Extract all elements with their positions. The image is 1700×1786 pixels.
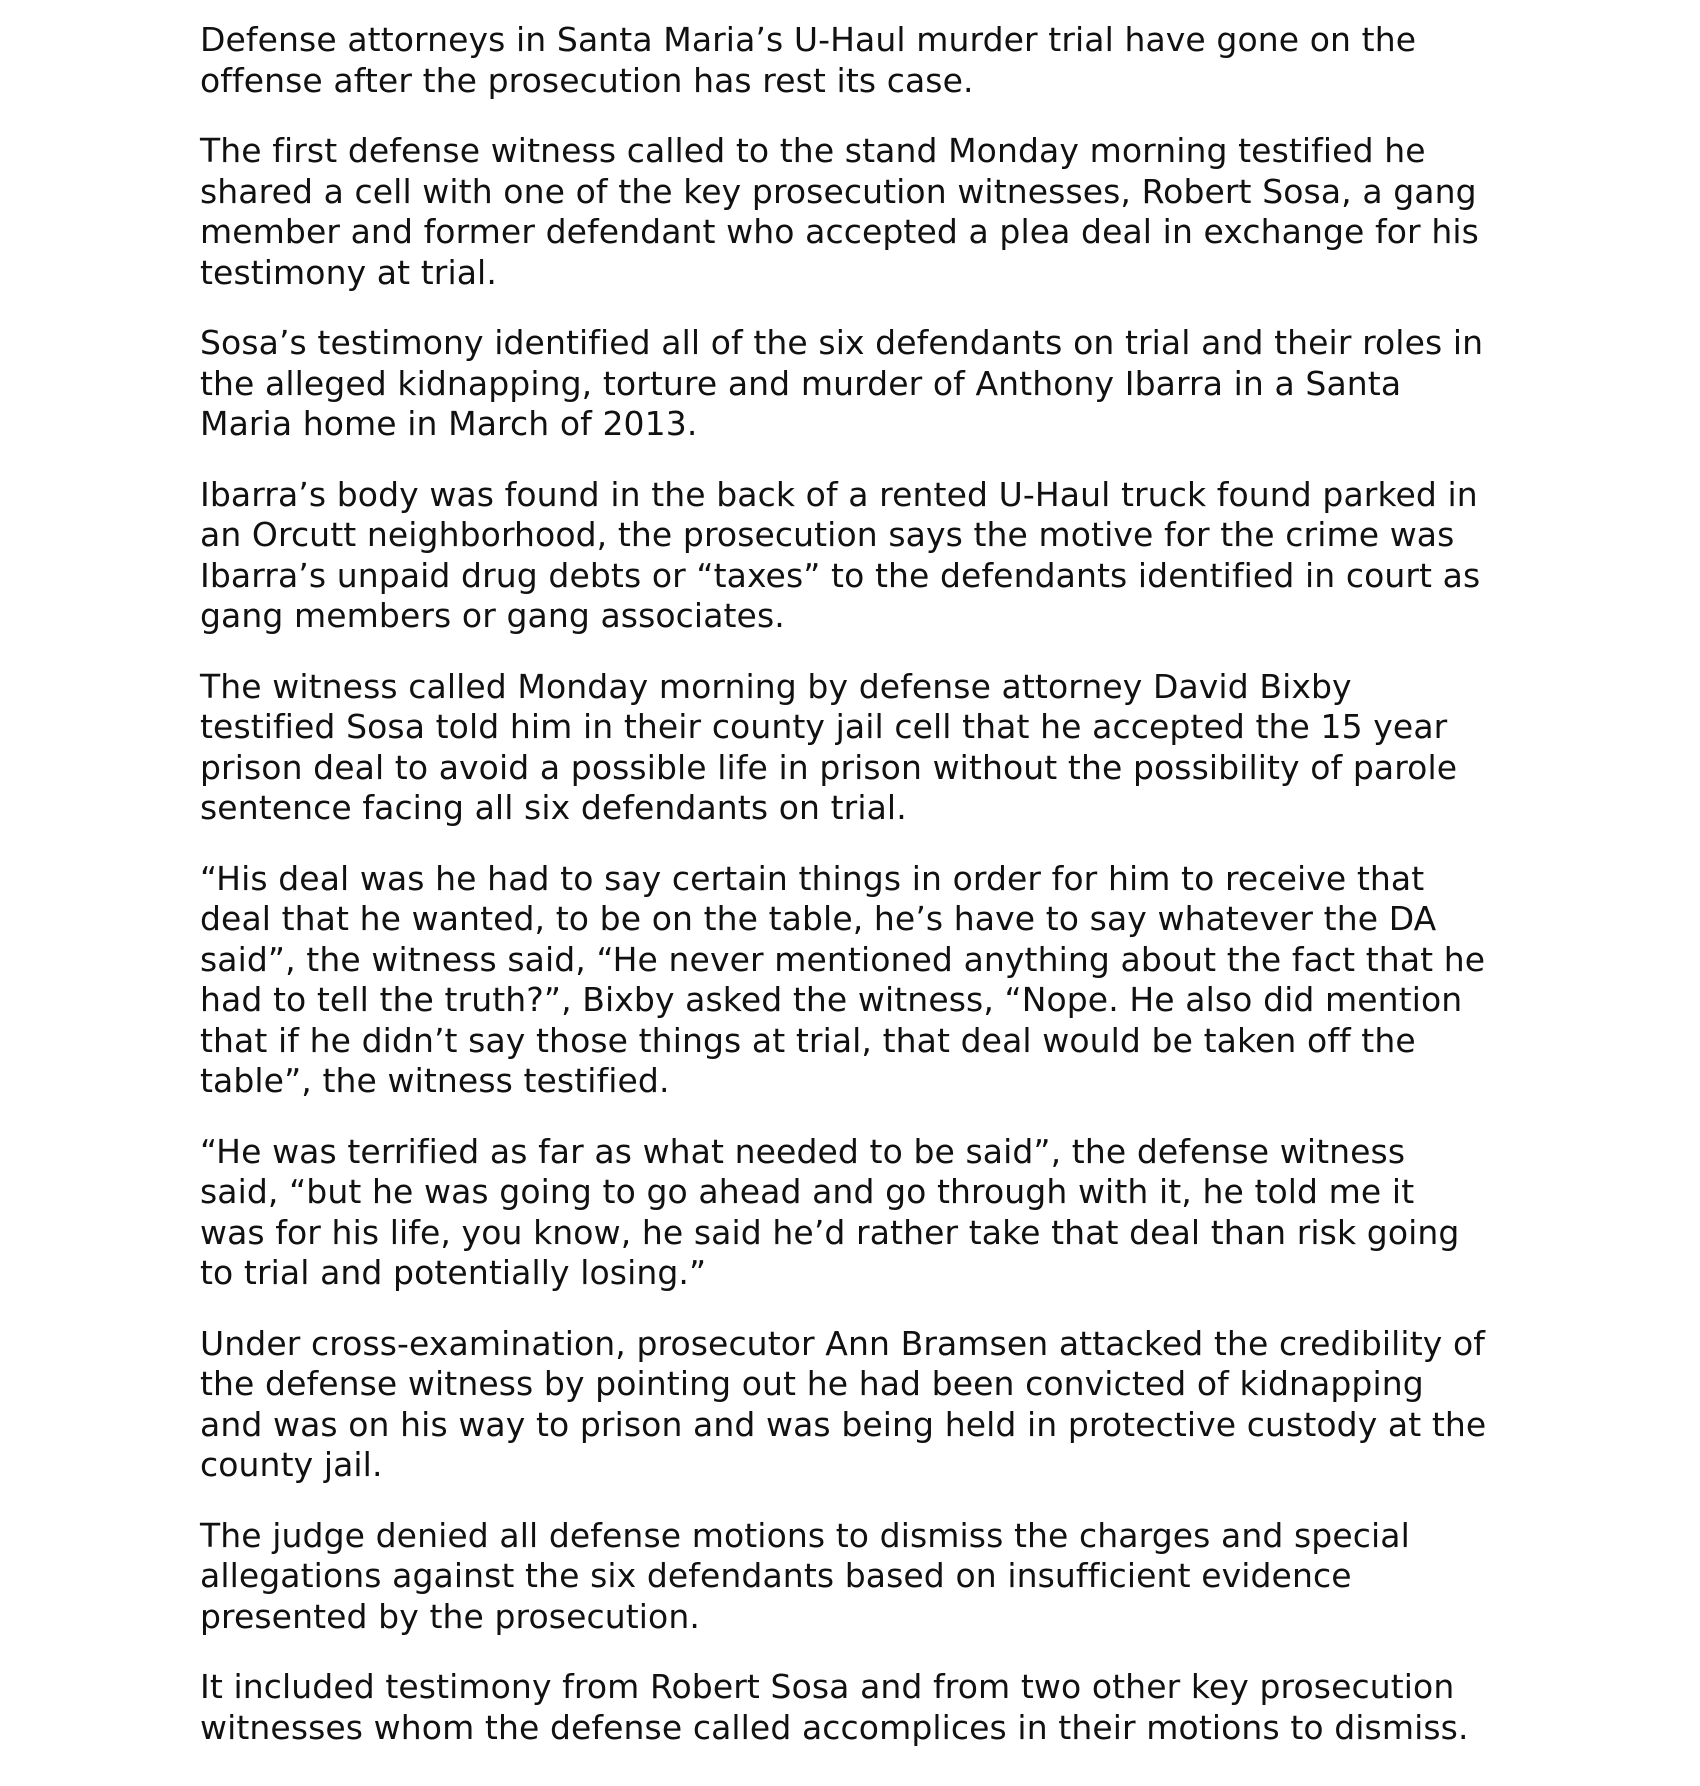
paragraph-7: “He was terrified as far as what needed to be said”, the defense witness said, “but he was going to go ahead and go through with it, he told me it was for his life, you know, he said he’d rather take that deal than risk going to trial and potentially losing.” <box>200 1131 1460 1292</box>
paragraph-8: Under cross-examination, prosecutor Ann Bramsen attacked the credibility of the defense witness by pointing out he had been convicted of kidnapping and was on his way to prison and was being held in protective custody at the county jail. <box>200 1323 1487 1484</box>
paragraph-4: Ibarra’s body was found in the back of a rented U-Haul truck found parked in an Orcutt neighborhood, the prosecution says the motive for the crime was Ibarra’s unpaid drug debts or “taxes” to the defendants identified in court as gang members or gang associates. <box>200 474 1481 635</box>
document-page <box>200 20 1500 1778</box>
paragraph-6: “His deal was he had to say certain things in order for him to receive that deal that he wanted, to be on the table, he’s have to say whatever the DA said”, the witness said, “He never mentioned anything about the fact that he had to tell the truth?”, Bixby asked the witness, “Nope. He also did mention that if he didn’t say those things at trial, that deal would be taken off the table”, the witness testified. <box>200 858 1486 1100</box>
paragraph-9: The judge denied all defense motions to dismiss the charges and special allegations against the six defendants based on insufficient evidence presented by the prosecution. <box>200 1515 1410 1636</box>
paragraph-1: Defense attorneys in Santa Maria’s U-Haul murder trial have gone on the offense after the prosecution has rest its case. <box>200 20 1417 100</box>
paragraph-10: It included testimony from Robert Sosa and from two other key prosecution witnesses whom the defense called accomplices in their motions to dismiss. <box>200 1667 1469 1747</box>
paragraph-2: The first defense witness called to the stand Monday morning testified he shared a cell with one of the key prosecution witnesses, Robert Sosa, a gang member and former defendant who accepted a plea deal in exchange for his testimony at trial. <box>200 131 1479 292</box>
paragraph-5: The witness called Monday morning by defense attorney David Bixby testified Sosa told him in their county jail cell that he accepted the 15 year prison deal to avoid a possible life in prison without the possibility of parole sentence facing all six defendants on trial. <box>200 666 1458 827</box>
paragraph-3: Sosa’s testimony identified all of the six defendants on trial and their roles in the alleged kidnapping, torture and murder of Anthony Ibarra in a Santa Maria home in March of 2013. <box>200 323 1484 443</box>
